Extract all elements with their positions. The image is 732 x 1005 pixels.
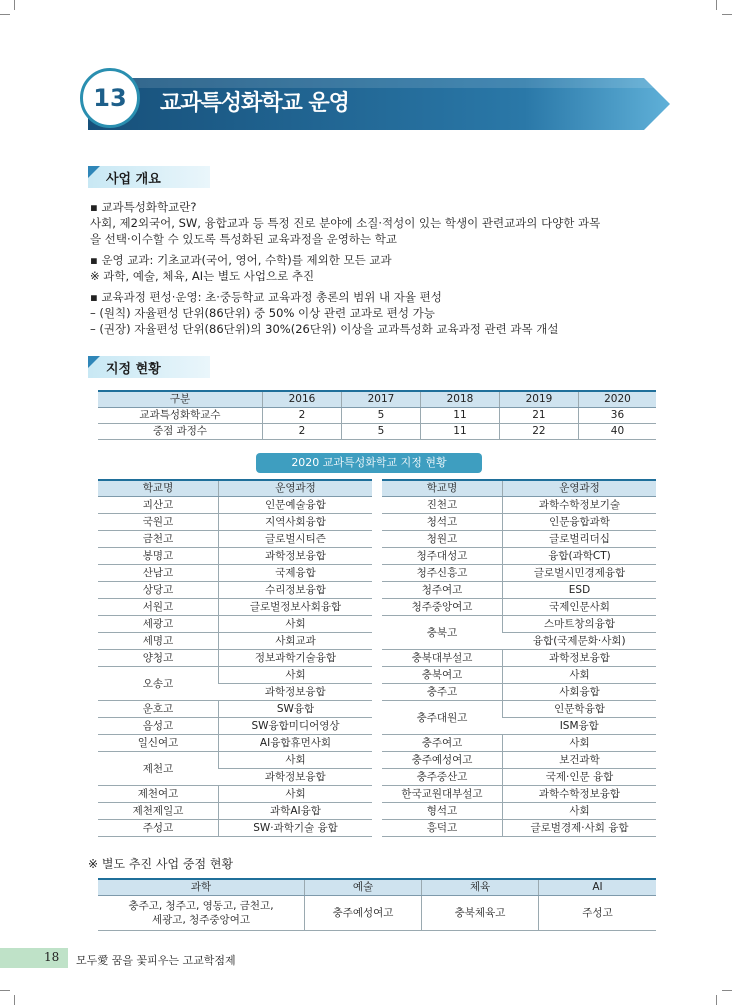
school-name-cell: 충주예성여고	[382, 752, 503, 769]
table-row	[98, 497, 372, 514]
school-name-cell: 청주신흥고	[382, 565, 503, 582]
school-name-cell: 금천고	[98, 531, 219, 548]
school-table-right	[382, 479, 656, 837]
school-name-cell: 충북대부설고	[382, 650, 503, 667]
crop-mark	[14, 995, 15, 1005]
school-header: 학교명	[98, 480, 219, 497]
program-cell: SW융합	[219, 701, 373, 718]
program-cell: 융합(과학CT)	[503, 548, 657, 565]
school-name-cell: 봉명고	[98, 548, 219, 565]
program-cell: 지역사회융합	[219, 514, 373, 531]
school-name-cell: 국원고	[98, 514, 219, 531]
separate-note: ※ 별도 추진 사업 중점 현황	[88, 857, 234, 871]
school-name-cell: 세광고	[98, 616, 219, 633]
program-cell: SW융합미디어영상	[219, 718, 373, 735]
crop-mark	[716, 0, 717, 10]
section-header-designation	[88, 356, 210, 378]
school-name-cell: 일신여고	[98, 735, 219, 752]
school-name-cell: 한국교원대부설고	[382, 786, 503, 803]
overview-line: 을 선택·이수할 수 있도록 특성화된 교육과정을 운영하는 학교	[90, 232, 397, 246]
stats-header: 2020	[578, 391, 656, 408]
chapter-number-badge	[80, 68, 140, 128]
school-header: 학교명	[382, 480, 503, 497]
school-name-cell: 충주여고	[382, 735, 503, 752]
crop-mark	[716, 995, 717, 1005]
stats-cell: 11	[420, 424, 499, 440]
separate-header: 과학	[98, 879, 305, 896]
crop-mark	[722, 14, 732, 15]
table-row	[98, 667, 372, 684]
program-cell: 과학정보융합	[219, 684, 373, 701]
table-row	[98, 650, 372, 667]
school-name-cell: 주성고	[98, 820, 219, 837]
table-row	[98, 718, 372, 735]
school-name-cell: 형석고	[382, 803, 503, 820]
school-name-cell: 충주대원고	[382, 701, 503, 735]
table-row	[98, 424, 656, 440]
table-row	[382, 684, 656, 701]
program-cell: 사회	[219, 667, 373, 684]
section-header-overview	[88, 166, 210, 188]
school-name-cell: 흥덕고	[382, 820, 503, 837]
table-row	[382, 599, 656, 616]
science-schools-line: 세광고, 청주중앙여고	[152, 914, 250, 926]
school-name-cell: 오송고	[98, 667, 219, 701]
science-schools-line: 충주고, 청주고, 영동고, 금천고,	[128, 900, 274, 912]
table-row	[98, 582, 372, 599]
table-row	[382, 514, 656, 531]
school-name-cell: 괴산고	[98, 497, 219, 514]
table-row	[98, 820, 372, 837]
table-row	[382, 531, 656, 548]
school-name-cell: 음성고	[98, 718, 219, 735]
stats-cell: 교과특성화학교수	[98, 408, 263, 424]
program-cell: 사회	[219, 616, 373, 633]
program-cell: 인문예술융합	[219, 497, 373, 514]
stats-cell: 5	[341, 408, 420, 424]
separate-header: 예술	[305, 879, 422, 896]
school-name-cell: 제천제일고	[98, 803, 219, 820]
section-title: 사업 개요	[106, 172, 161, 187]
table-row	[382, 565, 656, 582]
school-header: 운영과정	[503, 480, 657, 497]
stats-header: 2016	[263, 391, 342, 408]
school-name-cell: 산남고	[98, 565, 219, 582]
program-cell: 스마트창의융합	[503, 616, 657, 633]
stats-cell: 11	[420, 408, 499, 424]
program-cell: 글로벌시티즌	[219, 531, 373, 548]
program-cell: 글로벌시민경제융합	[503, 565, 657, 582]
program-cell: 사회	[503, 803, 657, 820]
program-cell: 글로벌정보사회융합	[219, 599, 373, 616]
crop-mark	[0, 14, 10, 15]
table-row	[382, 548, 656, 565]
table-row	[98, 548, 372, 565]
stats-cell: 21	[499, 408, 578, 424]
table-row	[98, 803, 372, 820]
table-row	[98, 701, 372, 718]
footer-text: 모두愛 꿈을 꽃피우는 고교학점제	[76, 954, 236, 967]
program-cell: 국제융합	[219, 565, 373, 582]
program-cell: 과학정보융합	[503, 650, 657, 667]
table-row	[382, 650, 656, 667]
chapter-number: 13	[93, 84, 127, 112]
table-row	[98, 599, 372, 616]
separate-table	[98, 878, 656, 931]
overview-line: ▪ 운영 교과: 기초교과(국어, 영어, 수학)를 제외한 모든 교과	[90, 253, 392, 267]
stats-cell: 5	[341, 424, 420, 440]
separate-cell: 충북체육고	[422, 896, 539, 931]
program-cell: 인문학융합	[503, 701, 657, 718]
table-row	[98, 531, 372, 548]
school-name-cell: 청석고	[382, 514, 503, 531]
table-row	[98, 786, 372, 803]
overview-line: – (원칙) 자율편성 단위(86단위) 중 50% 이상 관련 교과로 편성 가능	[90, 306, 435, 320]
stats-cell: 2	[263, 408, 342, 424]
table-row	[382, 582, 656, 599]
program-cell: 과학수학정보융합	[503, 786, 657, 803]
overview-line: – (권장) 자율편성 단위(86단위)의 30%(26단위) 이상을 교과특성화 교육과정 관련 과목 개설	[90, 322, 559, 336]
school-name-cell: 제천여고	[98, 786, 219, 803]
program-cell: 과학수학정보기술	[503, 497, 657, 514]
school-name-cell: 청원고	[382, 531, 503, 548]
school-name-cell: 청주대성고	[382, 548, 503, 565]
program-cell: 글로벌리더십	[503, 531, 657, 548]
table-row	[98, 735, 372, 752]
overview-line: 사회, 제2외국어, SW, 융합교과 등 특정 진로 분야에 소질·적성이 있는 학생이 관련교과의 다양한 과목	[90, 216, 601, 230]
program-cell: 사회	[503, 735, 657, 752]
table-row	[382, 497, 656, 514]
school-name-cell: 충북고	[382, 616, 503, 650]
program-cell: 인문융합과학	[503, 514, 657, 531]
table-row	[98, 633, 372, 650]
program-cell: ESD	[503, 582, 657, 599]
program-cell: 국제·인문 융합	[503, 769, 657, 786]
section-title: 지정 현황	[106, 362, 161, 377]
stats-cell: 22	[499, 424, 578, 440]
page-title: 교과특성화학교 운영	[160, 91, 349, 116]
program-cell: 글로벌경제·사회 융합	[503, 820, 657, 837]
table-row	[382, 735, 656, 752]
table-row	[382, 616, 656, 633]
table-row	[98, 752, 372, 769]
table-row	[382, 667, 656, 684]
school-name-cell: 세명고	[98, 633, 219, 650]
program-cell: 사회융합	[503, 684, 657, 701]
separate-cell	[98, 896, 305, 931]
school-name-cell: 충북여고	[382, 667, 503, 684]
program-cell: 융합(국제문화·사회)	[503, 633, 657, 650]
stats-cell: 2	[263, 424, 342, 440]
table-row	[98, 565, 372, 582]
program-cell: 수리정보융합	[219, 582, 373, 599]
table-row	[382, 803, 656, 820]
program-cell: 사회	[219, 786, 373, 803]
school-name-cell: 충주중산고	[382, 769, 503, 786]
table-row	[98, 514, 372, 531]
stats-table	[98, 390, 656, 440]
program-cell: AI융합휴먼사회	[219, 735, 373, 752]
program-cell: ISM융합	[503, 718, 657, 735]
program-cell: 보건과학	[503, 752, 657, 769]
school-name-cell: 양청고	[98, 650, 219, 667]
program-cell: 사회교과	[219, 633, 373, 650]
school-name-cell: 상당고	[98, 582, 219, 599]
table-row	[98, 616, 372, 633]
program-cell: 사회	[219, 752, 373, 769]
school-name-cell: 충주고	[382, 684, 503, 701]
stats-cell: 40	[578, 424, 656, 440]
overview-line: ※ 과학, 예술, 체육, AI는 별도 사업으로 추진	[90, 269, 315, 283]
crop-mark	[0, 990, 10, 991]
stats-header: 2018	[420, 391, 499, 408]
program-cell: 정보과학기술융합	[219, 650, 373, 667]
school-header: 운영과정	[219, 480, 373, 497]
crop-mark	[14, 0, 15, 10]
separate-header: AI	[539, 879, 657, 896]
stats-header: 2017	[341, 391, 420, 408]
school-name-cell: 운호고	[98, 701, 219, 718]
program-cell: 사회	[503, 667, 657, 684]
school-name-cell: 청주여고	[382, 582, 503, 599]
stats-header: 구분	[98, 391, 263, 408]
program-cell: 과학정보융합	[219, 769, 373, 786]
separate-cell: 충주예성여고	[305, 896, 422, 931]
school-name-cell: 청주중앙여고	[382, 599, 503, 616]
stats-cell: 중점 과정수	[98, 424, 263, 440]
school-name-cell: 제천고	[98, 752, 219, 786]
school-name-cell: 진천고	[382, 497, 503, 514]
table-row	[382, 769, 656, 786]
table-row	[382, 786, 656, 803]
stats-header: 2019	[499, 391, 578, 408]
table-row	[98, 896, 656, 931]
page-number: 18	[44, 950, 60, 964]
program-cell: 과학정보융합	[219, 548, 373, 565]
table-row	[382, 701, 656, 718]
school-name-cell: 서원고	[98, 599, 219, 616]
table-row	[382, 820, 656, 837]
crop-mark	[722, 990, 732, 991]
stats-cell: 36	[578, 408, 656, 424]
school-table-left	[98, 479, 372, 837]
program-cell: 국제인문사회	[503, 599, 657, 616]
program-cell: SW·과학기술 융합	[219, 820, 373, 837]
separate-cell: 주성고	[539, 896, 657, 931]
table-row	[98, 408, 656, 424]
table-row	[382, 752, 656, 769]
program-cell: 과학AI융합	[219, 803, 373, 820]
designation-title-pill: 2020 교과특성화학교 지정 현황	[256, 453, 482, 473]
overview-line: ▪ 교과특성화학교란?	[90, 200, 197, 214]
separate-header: 체육	[422, 879, 539, 896]
overview-line: ▪ 교육과정 편성·운영: 초·중등학교 교육과정 총론의 범위 내 자율 편성	[90, 290, 442, 304]
